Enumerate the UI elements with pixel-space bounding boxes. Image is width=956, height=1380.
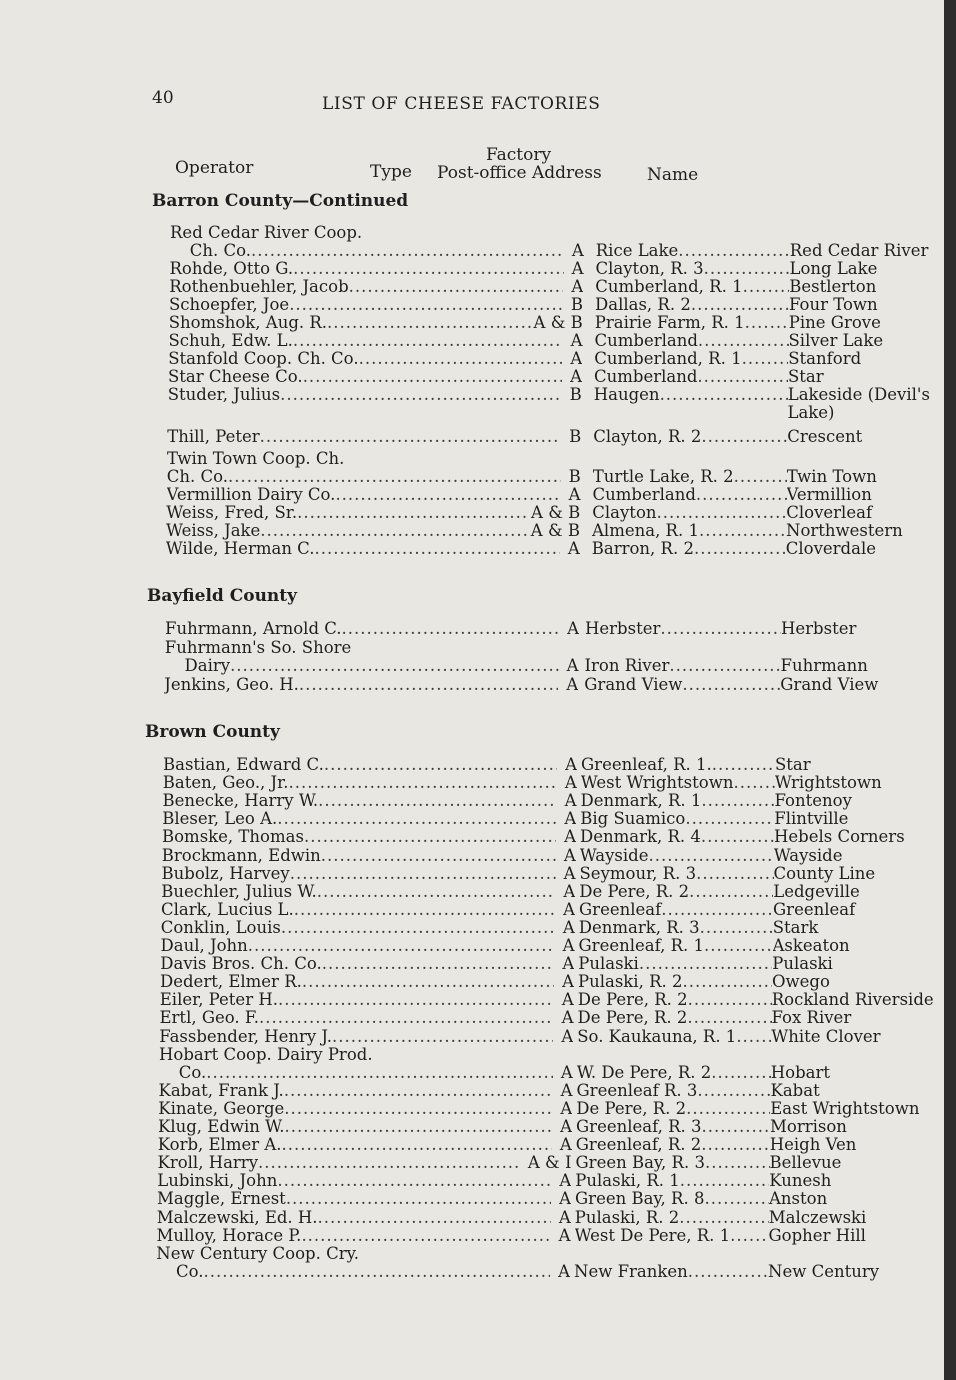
type-cell: A xyxy=(565,486,581,504)
operator-cell: Vermillion Dairy Co. ..... xyxy=(167,486,561,504)
operator-cell: New Century Coop. Cry. xyxy=(156,1244,359,1263)
factory-name-cell: Fuhrmann xyxy=(780,657,868,675)
type-cell: A xyxy=(560,828,576,846)
operator-cell: Korb, Elmer A. ..... xyxy=(158,1136,552,1154)
post-office-cell: So. Kaukauna, R. 1 ..... xyxy=(577,1028,771,1046)
factory-name-cell: Rockland Riverside xyxy=(771,991,934,1010)
type-cell: A xyxy=(559,883,575,901)
operator-cell: Weiss, Fred, Sr. ..... xyxy=(166,504,560,522)
post-office-cell: W. De Pere, R. 2 ..... xyxy=(577,1064,771,1082)
factory-name-cell: Morrison xyxy=(770,1118,847,1136)
type-cell: A & B xyxy=(531,314,583,332)
post-office-cell: West Wrightstown ..... xyxy=(581,774,775,792)
operator-cell: Stanfold Coop. Ch. Co. ..... xyxy=(168,350,562,368)
type-cell: A xyxy=(555,1209,571,1227)
type-cell: A xyxy=(559,919,575,937)
operator-cell: Bubolz, Harvey ..... xyxy=(162,865,556,883)
factory-name-cell: Cloverdale xyxy=(785,540,877,558)
operator-cell: Co. ..... xyxy=(179,1064,553,1082)
operator-cell: Ch. Co. ..... xyxy=(190,242,564,260)
header-name: Name xyxy=(647,165,699,185)
post-office-cell: Wayside ..... xyxy=(580,847,774,865)
post-office-cell: Greenleaf, R. 3 ..... xyxy=(576,1118,770,1136)
post-office-cell: New Franken ..... xyxy=(574,1263,768,1281)
post-office-cell: Almena, R. 1 ..... xyxy=(592,522,786,540)
post-office-cell: Denmark, R. 1 ..... xyxy=(581,792,775,810)
operator-cell: Bomske, Thomas ..... xyxy=(162,828,556,846)
post-office-cell: Barron, R. 2 ..... xyxy=(592,540,786,558)
post-office-cell: De Pere, R. 2 ..... xyxy=(576,1100,770,1118)
type-cell: A xyxy=(556,1118,572,1136)
post-office-cell: Greenleaf R. 3 ..... xyxy=(577,1082,771,1100)
factory-name-cell: Red Cedar River xyxy=(789,242,929,260)
type-cell: A xyxy=(558,991,574,1009)
operator-cell: Twin Town Coop. Ch. xyxy=(167,450,345,468)
post-office-cell: Greenleaf, R. 1 ..... xyxy=(579,937,773,955)
factory-name-cell: Gopher Hill xyxy=(768,1226,866,1245)
operator-cell: Fassbender, Henry J. ..... xyxy=(159,1028,553,1046)
operator-cell: Lubinski, John ..... xyxy=(157,1172,551,1190)
operator-cell: Hobart Coop. Dairy Prod. xyxy=(159,1045,373,1064)
post-office-cell: Greenleaf, R. 2 ..... xyxy=(576,1136,770,1154)
page-title: LIST OF CHEESE FACTORIES xyxy=(322,94,601,114)
factory-name-cell: Askeaton xyxy=(772,937,850,955)
post-office-cell: Green Bay, R. 3 ..... xyxy=(576,1154,770,1172)
operator-cell: Davis Bros. Ch. Co. ..... xyxy=(160,955,554,973)
type-cell: A xyxy=(560,847,576,865)
type-cell: A xyxy=(562,676,578,694)
factory-name-cell: County Line xyxy=(773,864,876,883)
type-cell: A xyxy=(567,332,583,350)
type-cell: B xyxy=(566,386,582,404)
operator-cell: Schoepfer, Joe ..... xyxy=(169,296,563,314)
type-cell: A xyxy=(566,368,582,386)
post-office-cell: Denmark, R. 3 ..... xyxy=(579,919,773,937)
post-office-cell: Pulaski ..... xyxy=(578,955,772,973)
factory-name-cell: Ledgeville xyxy=(773,882,860,901)
operator-cell: Thill, Peter ..... xyxy=(167,428,561,446)
operator-cell: Klug, Edwin W. ..... xyxy=(158,1118,552,1136)
page-number: 40 xyxy=(152,88,174,108)
factory-name-cell: Greenleaf xyxy=(773,900,856,919)
operator-cell: Maggle, Ernest ..... xyxy=(157,1190,551,1208)
factory-name-cell: Pulaski xyxy=(772,955,833,974)
type-cell: B xyxy=(565,428,581,446)
post-office-cell: Pulaski, R. 2 ..... xyxy=(578,973,772,991)
type-cell: A xyxy=(564,540,580,558)
operator-cell: Malczewski, Ed. H. ..... xyxy=(157,1209,551,1227)
factory-name-cell: Star xyxy=(775,756,811,774)
type-cell: A xyxy=(559,937,575,955)
post-office-cell: Clayton, R. 2 ..... xyxy=(593,428,787,446)
post-office-cell: Cumberland ..... xyxy=(595,332,789,350)
type-cell: A xyxy=(556,1100,572,1118)
type-cell: A xyxy=(555,1172,571,1190)
factory-name-cell: New Century xyxy=(768,1262,880,1281)
post-office-cell: Greenleaf ..... xyxy=(579,901,773,919)
operator-cell: Kabat, Frank J. ..... xyxy=(159,1082,553,1100)
post-office-cell: Cumberland, R. 1 ..... xyxy=(595,278,789,296)
factory-name-cell: Northwestern xyxy=(786,522,903,540)
post-office-cell: De Pere, R. 2 ..... xyxy=(578,991,772,1009)
operator-cell: Wilde, Herman C. ..... xyxy=(166,540,560,558)
header-operator: Operator xyxy=(175,158,254,178)
type-cell: A xyxy=(559,901,575,919)
type-cell: A xyxy=(555,1190,571,1208)
factory-name-cell: Long Lake xyxy=(789,260,878,278)
factory-name-cell: Owego xyxy=(772,973,830,992)
post-office-cell: Cumberland ..... xyxy=(594,368,788,386)
post-office-cell: Herbster ..... xyxy=(585,620,781,638)
county-heading: Brown County xyxy=(145,722,280,742)
type-cell: A xyxy=(558,955,574,973)
county-heading: Bayfield County xyxy=(147,586,298,606)
factory-name-cell: Heigh Ven xyxy=(769,1136,857,1155)
type-cell: A xyxy=(558,973,574,991)
operator-cell: Shomshok, Aug. R. ..... xyxy=(169,314,563,332)
post-office-cell: De Pere, R. 2 ..... xyxy=(578,1009,772,1027)
operator-cell: Buechler, Julius W. ..... xyxy=(161,883,555,901)
operator-cell: Ertl, Geo. F. ..... xyxy=(160,1009,554,1027)
type-cell: A xyxy=(554,1263,570,1281)
factory-name-cell: Star xyxy=(788,368,824,386)
header-type: Type xyxy=(370,162,412,182)
operator-cell: Weiss, Jake ..... xyxy=(166,522,560,540)
operator-cell: Ch. Co. ..... xyxy=(167,468,561,486)
factory-name-cell: Grand View xyxy=(780,675,879,694)
post-office-cell: Clayton ..... xyxy=(592,504,786,522)
type-cell: B xyxy=(567,296,583,314)
post-office-cell: Green Bay, R. 8 ..... xyxy=(575,1190,769,1208)
operator-cell: Rothenbuehler, Jacob ..... xyxy=(169,278,563,296)
operator-cell: Kinate, George ..... xyxy=(158,1100,552,1118)
operator-cell: Red Cedar River Coop. xyxy=(170,224,363,242)
factory-name-cell: Bellevue xyxy=(769,1154,842,1173)
operator-cell: Fuhrmann, Arnold C. ..... xyxy=(165,620,559,638)
factory-name-cell: Bestlerton xyxy=(789,278,877,296)
factory-name-cell: Lakeside (Devil's xyxy=(787,386,930,404)
post-office-cell: Dallas, R. 2 ..... xyxy=(595,296,789,314)
post-office-cell: Pulaski, R. 1 ..... xyxy=(575,1172,769,1190)
header-factory: Factory xyxy=(486,145,552,165)
type-cell: A xyxy=(567,278,583,296)
post-office-cell: Big Suamico ..... xyxy=(580,810,774,828)
post-office-cell: Prairie Farm, R. 1 ..... xyxy=(595,314,789,332)
factory-name-cell: Crescent xyxy=(787,428,863,446)
type-cell: A xyxy=(557,1064,573,1082)
post-office-cell: Seymour, R. 3 ..... xyxy=(580,865,774,883)
operator-cell: Co. ..... xyxy=(176,1263,550,1281)
post-office-cell: Cumberland, R. 1 ..... xyxy=(594,350,788,368)
type-cell: A xyxy=(561,774,577,792)
factory-name-cell: Stanford xyxy=(788,350,862,368)
operator-cell: Jenkins, Geo. H. ..... xyxy=(164,676,558,694)
operator-cell: Fuhrmann's So. Shore xyxy=(164,638,352,657)
factory-name-cell: Wayside xyxy=(773,846,843,865)
factory-name-cell: Hebels Corners xyxy=(774,828,905,847)
operator-cell: Star Cheese Co. ..... xyxy=(168,368,562,386)
post-office-cell: Denmark, R. 4 ..... xyxy=(580,828,774,846)
factory-name-cell: Herbster xyxy=(781,620,857,638)
type-cell: B xyxy=(565,468,581,486)
post-office-cell: Iron River ..... xyxy=(585,657,781,675)
factory-name-cell: Four Town xyxy=(789,296,878,314)
type-cell: A & B xyxy=(528,504,580,522)
operator-cell: Kroll, Harry ..... xyxy=(158,1154,552,1172)
factory-name-cell: Pine Grove xyxy=(788,314,881,332)
type-cell: A xyxy=(556,1136,572,1154)
operator-cell: Bleser, Leo A. ..... xyxy=(162,810,556,828)
factory-name-cell: Hobart xyxy=(770,1063,830,1082)
factory-name-cell: Twin Town xyxy=(786,468,877,486)
factory-name-cell: Cloverleaf xyxy=(786,504,873,522)
post-office-cell: Pulaski, R. 2 ..... xyxy=(575,1209,769,1227)
operator-cell: Dedert, Elmer R. ..... xyxy=(160,973,554,991)
factory-name-cell: Malczewski xyxy=(768,1208,867,1227)
header-post-office: Post-office Address xyxy=(437,163,602,183)
type-cell: A xyxy=(555,1227,571,1245)
factory-name-cell: East Wrightstown xyxy=(770,1099,920,1118)
type-cell: A xyxy=(558,1009,574,1027)
factory-name-cell: Lake) xyxy=(787,404,835,422)
operator-cell: Brockmann, Edwin ..... xyxy=(162,847,556,865)
type-cell: A xyxy=(568,260,584,278)
factory-name-cell: White Clover xyxy=(771,1027,881,1046)
type-cell: A xyxy=(561,756,577,774)
type-cell: A xyxy=(557,1028,573,1046)
post-office-cell: Greenleaf, R. 1. ..... xyxy=(581,756,775,774)
operator-cell: Conklin, Louis ..... xyxy=(161,919,555,937)
post-office-cell: West De Pere, R. 1 ..... xyxy=(575,1227,769,1245)
post-office-cell: Haugen ..... xyxy=(594,386,788,404)
factory-name-cell: Anston xyxy=(769,1190,828,1209)
post-office-cell: Cumberland ..... xyxy=(593,486,787,504)
operator-cell: Dairy ..... xyxy=(185,657,559,675)
operator-cell: Benecke, Harry W. ..... xyxy=(163,792,557,810)
factory-name-cell: Vermillion xyxy=(786,486,872,504)
operator-cell: Baten, Geo., Jr. ..... xyxy=(163,774,557,792)
factory-name-cell: Wrightstown xyxy=(774,774,882,793)
type-cell: A xyxy=(563,620,579,638)
type-cell: A xyxy=(563,657,579,675)
factory-name-cell: Flintville xyxy=(774,810,849,829)
type-cell: A xyxy=(566,350,582,368)
factory-name-cell: Fox River xyxy=(771,1009,852,1028)
operator-cell: Rohde, Otto G. ..... xyxy=(170,260,564,278)
factory-name-cell: Kunesh xyxy=(769,1172,832,1191)
post-office-cell: Clayton, R. 3 ..... xyxy=(596,260,790,278)
post-office-cell: Turtle Lake, R. 2 ..... xyxy=(593,468,787,486)
operator-cell: Eiler, Peter H. ..... xyxy=(160,991,554,1009)
type-cell: A & I xyxy=(520,1154,572,1172)
type-cell: A xyxy=(557,1082,573,1100)
operator-cell: Clark, Lucius L. ..... xyxy=(161,901,555,919)
factory-name-cell: Silver Lake xyxy=(788,332,884,350)
operator-cell: Daul, John ..... xyxy=(161,937,555,955)
post-office-cell: De Pere, R. 2 ..... xyxy=(579,883,773,901)
operator-cell: Schuh, Edw. L. ..... xyxy=(169,332,563,350)
county-heading: Barron County—Continued xyxy=(152,191,409,211)
factory-name-cell: Kabat xyxy=(770,1081,820,1100)
type-cell: A xyxy=(568,242,584,260)
type-cell: A xyxy=(560,865,576,883)
operator-cell: Mulloy, Horace P. ..... xyxy=(157,1227,551,1245)
factory-name-cell: Fontenoy xyxy=(774,792,852,811)
factory-name-cell: Stark xyxy=(772,918,819,937)
operator-cell: Bastian, Edward C. ..... xyxy=(163,756,557,774)
operator-cell: Studer, Julius ..... xyxy=(168,386,562,404)
type-cell: A xyxy=(560,810,576,828)
post-office-cell: Grand View ..... xyxy=(584,676,780,694)
post-office-cell: Rice Lake ..... xyxy=(596,242,790,260)
type-cell: A xyxy=(561,792,577,810)
type-cell: A & B xyxy=(528,522,580,540)
